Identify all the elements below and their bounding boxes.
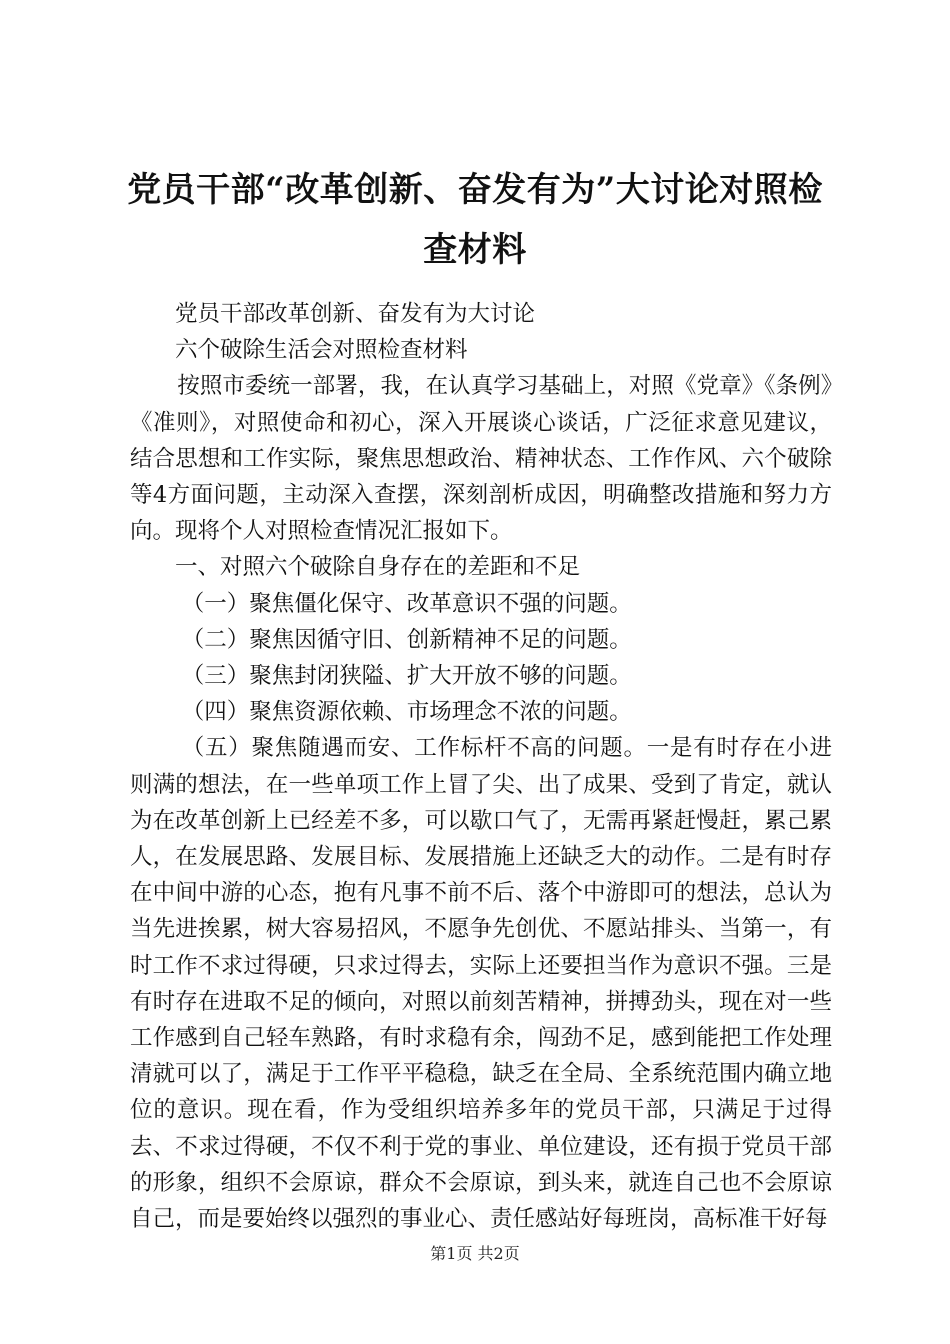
paragraph-subtitle-2: 六个破除生活会对照检查材料 <box>175 337 468 364</box>
document-title: 党员干部“改革创新、奋发有为”大讨论对照检查材料 <box>127 170 823 270</box>
page-footer: 第1页 共2页 <box>430 1244 520 1263</box>
list-item-1: （一）聚焦僵化保守、改革意识不强的问题。 <box>181 590 632 617</box>
document-body <box>130 296 832 1237</box>
list-item-4: （四）聚焦资源依赖、市场理念不浓的问题。 <box>181 699 632 726</box>
list-item-2: （二）聚焦因循守旧、创新精神不足的问题。 <box>181 626 632 653</box>
paragraph-intro: 按照市委统一部署，我，在认真学习基础上，对照《党章》《条例》《准则》，对照使命和初心，深入开展谈心谈话，广泛征求意见建议，结合思想和工作实际，聚焦思想政治、精神状态、工作作风、六个破除等4方面问题，主动深入查摆，深刻剖析成因，明确整改措施和努力方向。现将个人对照检查情况汇报如下。 <box>130 373 832 545</box>
paragraph-subtitle-1: 党员干部改革创新、奋发有为大讨论 <box>175 301 536 327</box>
list-item-5: （五）聚焦随遇而安、工作标杆不高的问题。一是有时存在小进则满的想法，在一些单项工作上冒了尖、出了成果、受到了肯定，就认为在改革创新上已经差不多，可以歇口气了，无需再紧赶慢赶，累己累人，在发展思路、发展目标、发展措施上还缺乏大的动作。二是有时存在中间中游的心态，抱有凡事不前不后、落个中游即可的想法，总认为当先进挨累，树大容易招风，不愿争先创优、不愿站排头、当第一，有时工作不求过得硬，只求过得去，实际上还要担当作为意识不强。三是有时存在进取不足的倾向，对照以前刻苦精神，拼搏劲头，现在对一些工作感到自己轻车熟路，有时求稳有余，闯劲不足，感到能把工作处理清就可以了，满足于工作平平稳稳，缺乏在全局、全系统范围内确立地位的意识。现在看，作为受组织培养多年的党员干部，只满足于过得去、不求过得硬，不仅不利于党的事业、单位建设，还有损于党员干部的形象，组织不会原谅，群众不会原谅，到头来，就连自己也不会原谅自己，而是要始终以强烈的事业心、责任感站好每班岗，高标准干好每 <box>130 735 832 1233</box>
list-item-3: （三）聚焦封闭狭隘、扩大开放不够的问题。 <box>181 663 632 690</box>
section-heading-1: 一、对照六个破除自身存在的差距和不足 <box>175 554 581 581</box>
